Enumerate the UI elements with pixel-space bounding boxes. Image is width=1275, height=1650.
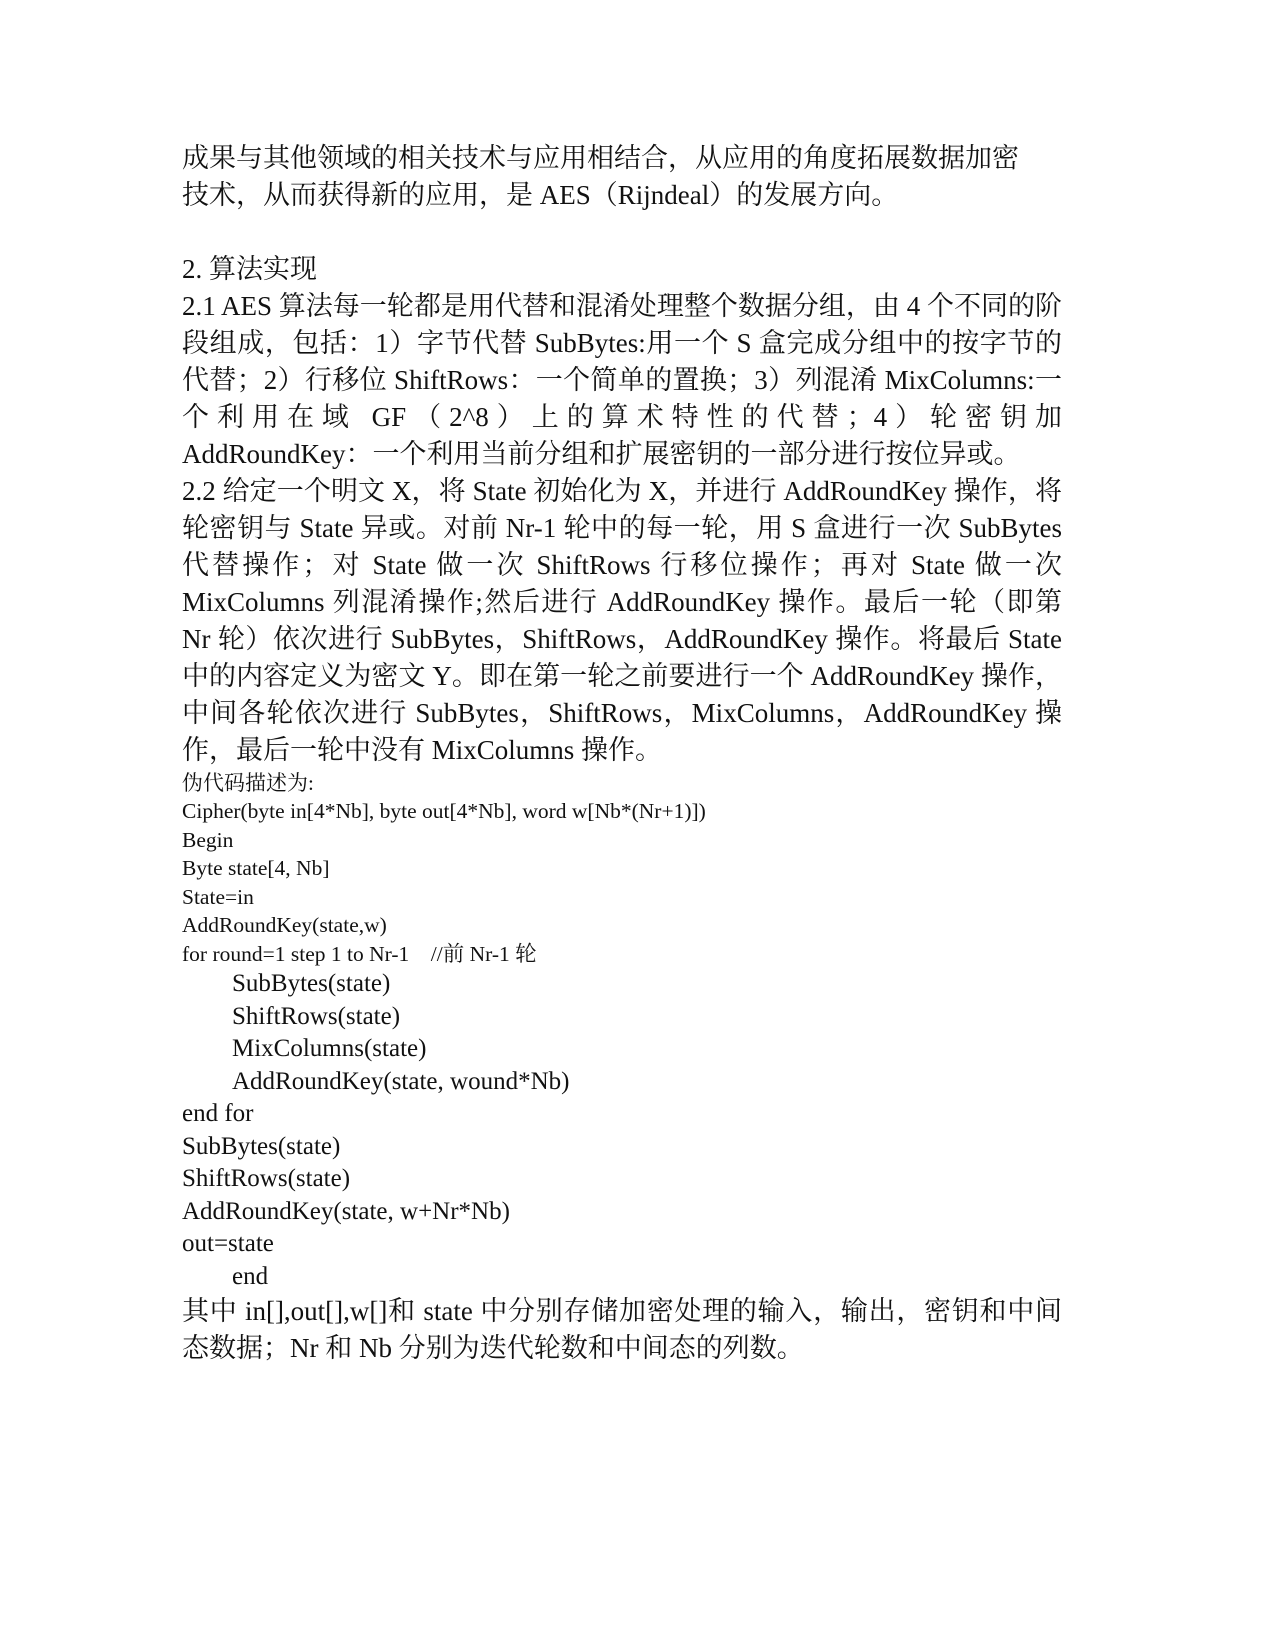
document-page [182, 140, 1062, 1367]
code-line: SubBytes(state) [182, 1132, 341, 1160]
code-line: ShiftRows(state) [182, 1165, 351, 1192]
blank-line [182, 214, 1062, 251]
pseudocode-label: 伪代码描述为: [182, 771, 314, 795]
code-line: Begin [182, 827, 234, 852]
code-line: Cipher(byte in[4*Nb], byte out[4*Nb], word w[Nb*(Nr+1)]) [182, 799, 706, 823]
paragraph-2-1: 2.1 AES 算法每一轮都是用代替和混淆处理整个数据分组，由 4 个不同的阶段组成，包括：1）字节代替 SubBytes:用一个 S 盒完成分组中的按字节的代替；2）行移位 ShiftRows：一个简单的置换；3）列混淆 MixColumns:一个利用在域 GF（2^8）上的算术特性的代替；4）轮密钥加 AddRoundKey：一个利用当前分组和扩展密钥的一部分进行按位异或。 [182, 291, 1062, 469]
code-line-indented: end [232, 1262, 269, 1290]
code-line: AddRoundKey(state,w) [182, 913, 387, 937]
intro-line-1: 成果与其他领域的相关技术与应用相结合，从应用的角度拓展数据加密 [182, 143, 1019, 173]
code-line-indented: SubBytes(state) [232, 970, 391, 997]
closing-paragraph: 其中 in[],out[],w[]和 state 中分别存储加密处理的输入，输出，密钥和中间态数据；Nr 和 Nb 分别为迭代轮数和中间态的列数。 [182, 1296, 1062, 1363]
code-line: State=in [182, 884, 254, 909]
code-line: end for [182, 1100, 254, 1127]
pseudocode-block [182, 797, 1062, 1293]
code-line-indented: AddRoundKey(state, wound*Nb) [232, 1067, 570, 1095]
code-line-indented: MixColumns(state) [232, 1035, 427, 1062]
code-line: Byte state[4, Nb] [182, 856, 330, 880]
code-line-indented: ShiftRows(state) [232, 1002, 401, 1030]
section-heading: 2. 算法实现 [182, 254, 317, 284]
paragraph-2-2: 2.2 给定一个明文 X，将 State 初始化为 X，并进行 AddRoundKey 操作，将轮密钥与 State 异或。对前 Nr-1 轮中的每一轮，用 S 盒进行一次 SubBytes 代替操作；对 State 做一次 ShiftRows 行移位操作；再对 State 做一次 MixColumns 列混淆操作;然后进行 AddRoundKey 操作。最后一轮（即第 Nr 轮）依次进行 SubBytes，ShiftRows，AddRoundKey 操作。将最后 State 中的内容定义为密文 Y。即在第一轮之前要进行一个 AddRoundKey 操作，中间各轮依次进行 SubBytes，ShiftRows，MixColumns，AddRoundKey 操作，最后一轮中没有 MixColumns 操作。 [182, 476, 1062, 765]
code-line: AddRoundKey(state, w+Nr*Nb) [182, 1197, 510, 1225]
code-line: for round=1 step 1 to Nr-1 //前 Nr-1 轮 [182, 941, 537, 966]
code-line: out=state [182, 1230, 274, 1257]
intro-line-2: 技术，从而获得新的应用，是 AES（Rijndeal）的发展方向。 [182, 180, 899, 210]
